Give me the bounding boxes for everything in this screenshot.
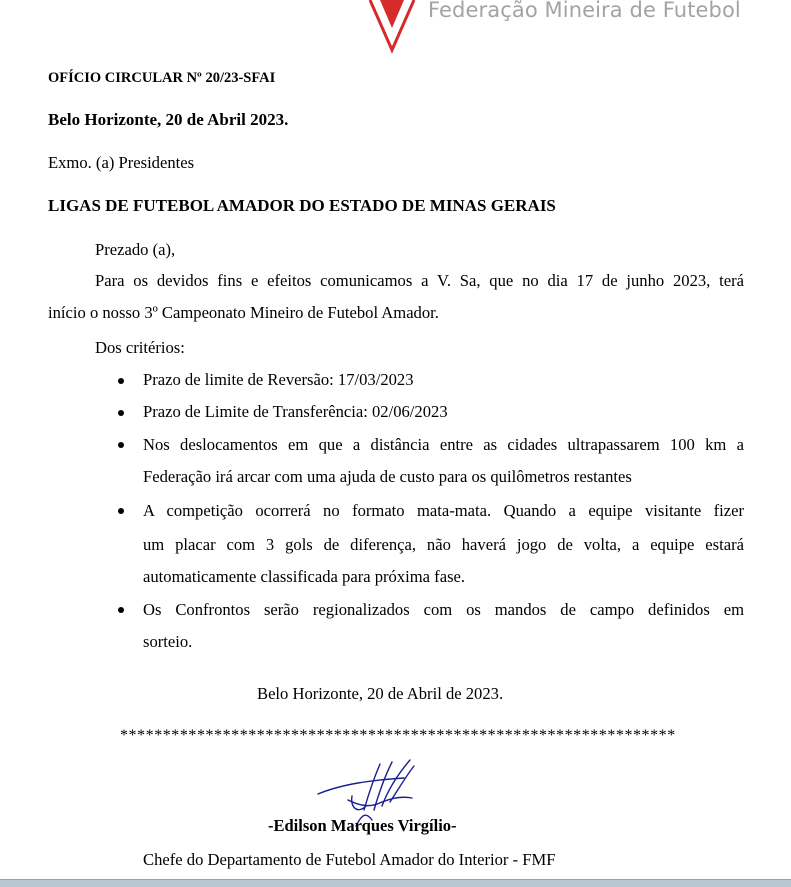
- salutation: Prezado (a),: [95, 240, 176, 259]
- signer-title: Chefe do Departamento de Futebol Amador do Interior - FMF: [143, 850, 556, 869]
- signer-name: -Edilson Marques Virgílio-: [268, 816, 457, 835]
- bullet-icon: [118, 607, 124, 613]
- bullet-icon: [118, 410, 124, 416]
- organization-name: Federação Mineira de Futebol: [428, 0, 741, 22]
- criteria-item-4-line-3: automaticamente classificada para próxima fase.: [143, 567, 466, 586]
- fmf-logo-icon: [368, 0, 416, 58]
- criteria-item-5-line-1: Os Confrontos serão regionalizados com os mandos de campo definidos em: [143, 600, 744, 619]
- letter-reference: OFÍCIO CIRCULAR Nº 20/23-SFAI: [48, 70, 276, 86]
- intro-paragraph-line-1: Para os devidos fins e efeitos comunicamos a V. Sa, que no dia 17 de junho 2023, terá: [95, 271, 744, 290]
- criteria-heading: Dos critérios:: [95, 338, 185, 357]
- criteria-item-3-line-2: Federação irá arcar com uma ajuda de custo para os quilômetros restantes: [143, 467, 632, 486]
- separator-line: *****************************************************************: [120, 727, 676, 744]
- criteria-item-5-line-2: sorteio.: [143, 632, 193, 651]
- letter-addressee: LIGAS DE FUTEBOL AMADOR DO ESTADO DE MINAS GERAIS: [48, 196, 556, 215]
- bullet-icon: [118, 442, 124, 448]
- letter-recipient: Exmo. (a) Presidentes: [48, 153, 195, 172]
- bullet-icon: [118, 508, 124, 514]
- criteria-item-2: Prazo de Limite de Transferência: 02/06/2023: [143, 402, 448, 421]
- criteria-item-4-line-1: A competição ocorrerá no formato mata-mata. Quando a equipe visitante fizer: [143, 501, 744, 520]
- intro-paragraph-line-2: início o nosso 3º Campeonato Mineiro de Futebol Amador.: [48, 303, 439, 322]
- bullet-icon: [118, 378, 124, 384]
- criteria-item-1: Prazo de limite de Reversão: 17/03/2023: [143, 370, 414, 389]
- letter-date: Belo Horizonte, 20 de Abril 2023.: [48, 110, 289, 129]
- criteria-item-4-line-2: um placar com 3 gols de diferença, não haverá jogo de volta, a equipe estará: [143, 535, 744, 554]
- criteria-item-3-line-1: Nos deslocamentos em que a distância entre as cidades ultrapassarem 100 km a: [143, 435, 744, 454]
- closing-date: Belo Horizonte, 20 de Abril de 2023.: [257, 684, 504, 703]
